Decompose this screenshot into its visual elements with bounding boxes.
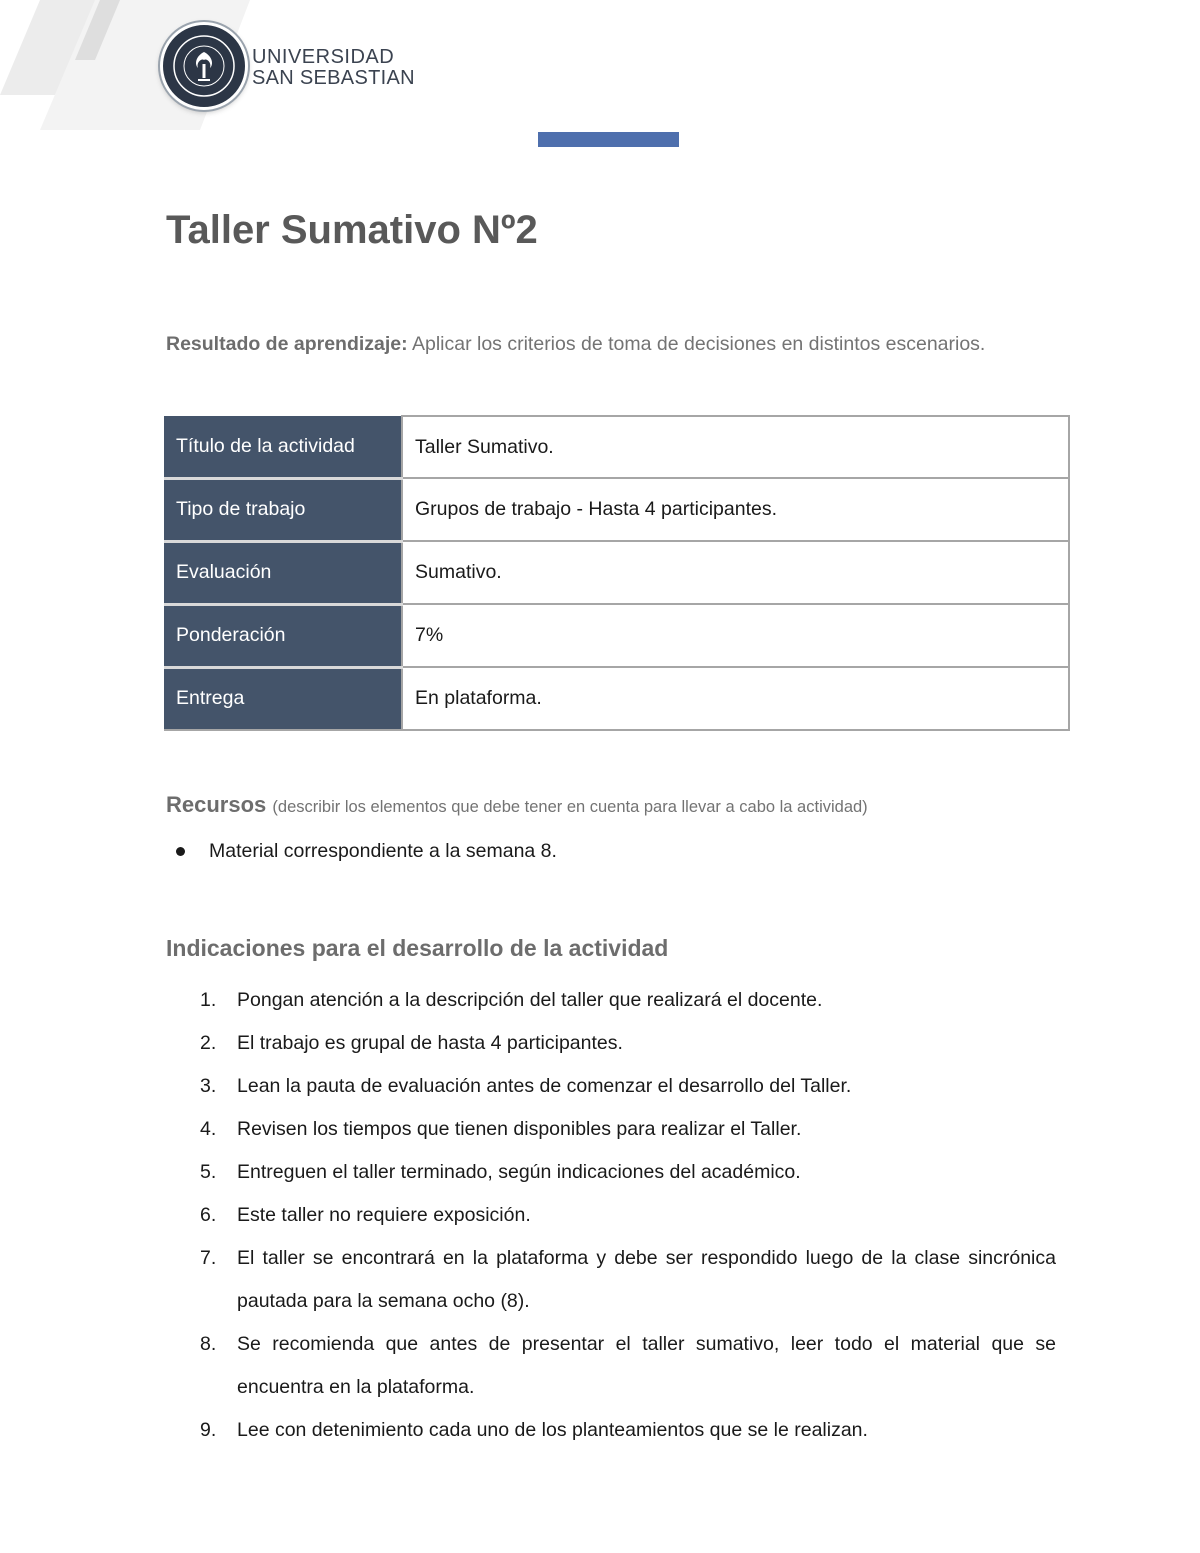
instructions-heading: Indicaciones para el desarrollo de la actividad: [166, 935, 669, 961]
item-number: 7.: [200, 1247, 217, 1269]
list-item: [200, 1065, 1056, 1108]
list-item: [200, 1151, 1056, 1194]
table-row: [164, 478, 1069, 541]
list-item: [200, 1108, 1056, 1151]
learning-outcome-text: Aplicar los criterios de toma de decisiones en distintos escenarios.: [411, 333, 986, 355]
row-value: 7%: [402, 604, 1069, 667]
item-text: Lean la pauta de evaluación antes de comenzar el desarrollo del Taller.: [237, 1075, 852, 1097]
list-item: Material correspondiente a la semana 8.: [174, 837, 557, 865]
item-text: Se recomienda que antes de presentar el taller sumativo, leer todo el material que se encuentra en la plataforma.: [237, 1333, 1056, 1398]
item-number: 1.: [200, 989, 217, 1011]
learning-outcome-label: Resultado de aprendizaje:: [166, 333, 408, 355]
item-number: 8.: [200, 1333, 217, 1355]
list-item: [200, 1409, 1056, 1452]
row-key: Ponderación: [164, 604, 402, 667]
page-title: Taller Sumativo Nº2: [166, 208, 538, 252]
university-seal-icon: [160, 22, 248, 110]
row-value: En plataforma.: [402, 667, 1069, 730]
row-key: Entrega: [164, 667, 402, 730]
item-number: 4.: [200, 1118, 217, 1140]
table-row: [164, 667, 1069, 730]
resources-list: [174, 837, 557, 865]
item-text: Entreguen el taller terminado, según indicaciones del académico.: [237, 1161, 801, 1183]
table-row: [164, 416, 1069, 478]
university-logo: [160, 22, 415, 110]
item-number: 6.: [200, 1204, 217, 1226]
row-key: Tipo de trabajo: [164, 478, 402, 541]
instructions-list: [200, 979, 1056, 1452]
item-number: 5.: [200, 1161, 217, 1183]
logo-line-2: SAN SEBASTIAN: [252, 67, 415, 89]
row-key: Título de la actividad: [164, 416, 402, 478]
item-text: Pongan atención a la descripción del taller que realizará el docente.: [237, 989, 823, 1011]
list-item: [200, 1194, 1056, 1237]
item-text: Este taller no requiere exposición.: [237, 1204, 531, 1226]
item-text: Revisen los tiempos que tienen disponibles para realizar el Taller.: [237, 1118, 802, 1140]
row-value: Grupos de trabajo - Hasta 4 participantes.: [402, 478, 1069, 541]
table-row: [164, 604, 1069, 667]
row-value: Taller Sumativo.: [402, 416, 1069, 478]
item-text: El taller se encontrará en la plataforma y debe ser respondido luego de la clase sincrónica pautada para la semana ocho (8).: [237, 1247, 1056, 1312]
list-item: [200, 1323, 1056, 1409]
list-item: [200, 979, 1056, 1022]
item-text: El trabajo es grupal de hasta 4 participantes.: [237, 1032, 623, 1054]
row-key: Evaluación: [164, 541, 402, 604]
activity-info-table: [164, 415, 1070, 731]
list-item: [200, 1022, 1056, 1065]
item-number: 2.: [200, 1032, 217, 1054]
table-row: [164, 541, 1069, 604]
accent-bar: [538, 132, 679, 147]
item-text: Lee con detenimiento cada uno de los planteamientos que se le realizan.: [237, 1419, 868, 1441]
logo-line-1: UNIVERSIDAD: [252, 46, 395, 68]
item-number: 3.: [200, 1075, 217, 1097]
resources-title: Recursos: [166, 792, 267, 817]
resources-subtitle: (describir los elementos que debe tener en cuenta para llevar a cabo la actividad): [272, 798, 868, 816]
list-item: [200, 1237, 1056, 1323]
row-value: Sumativo.: [402, 541, 1069, 604]
resources-heading: [166, 790, 868, 822]
item-number: 9.: [200, 1419, 217, 1441]
learning-outcome: [166, 330, 985, 358]
